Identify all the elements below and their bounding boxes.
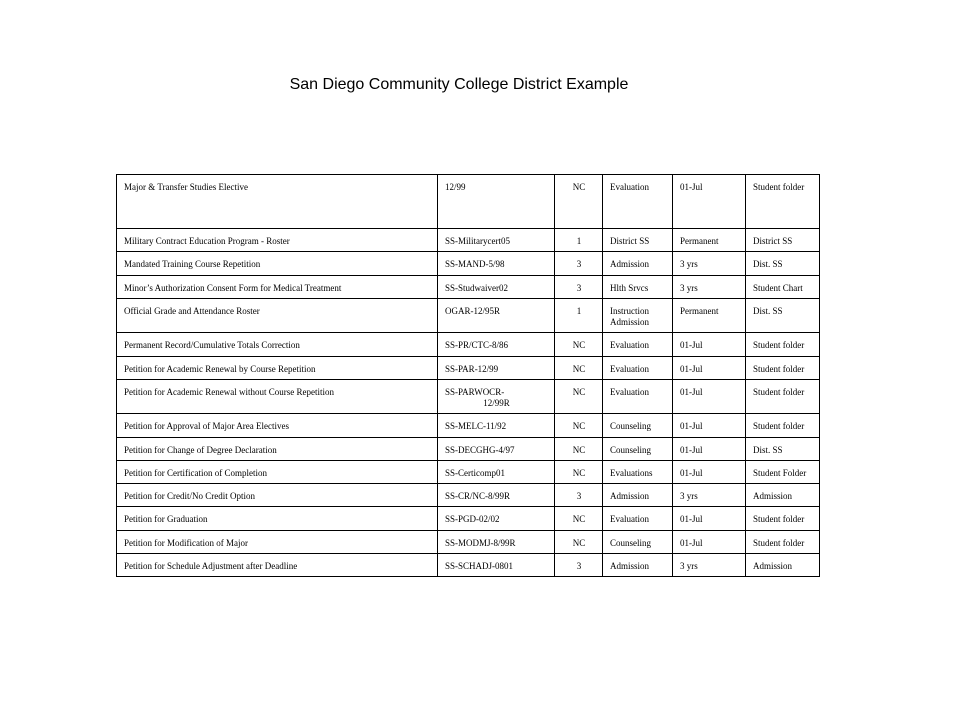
office-cell bbox=[603, 333, 673, 356]
location-cell bbox=[746, 333, 820, 356]
form-code: SS-MAND-5/98 bbox=[445, 259, 505, 270]
form-code: SS-PAR-12/99 bbox=[445, 363, 499, 374]
location-value: Student folder bbox=[753, 537, 805, 548]
office-value: Counseling bbox=[610, 421, 652, 432]
location-cell bbox=[746, 252, 820, 275]
form-code-cell bbox=[438, 437, 555, 460]
form-code: 12/99 bbox=[445, 182, 466, 192]
period-cell bbox=[673, 484, 746, 507]
form-name-cell bbox=[117, 414, 438, 437]
retention-cell bbox=[555, 530, 603, 553]
location-value: Dist. SS bbox=[753, 259, 783, 270]
form-name: Petition for Academic Renewal without Course Repetition bbox=[124, 386, 334, 397]
location-cell bbox=[746, 507, 820, 530]
form-name: Petition for Academic Renewal by Course Repetition bbox=[124, 363, 316, 374]
location-value: Student folder bbox=[753, 386, 805, 397]
table-row bbox=[117, 298, 820, 333]
office-value: Evaluation bbox=[610, 363, 649, 374]
location-value: Student folder bbox=[753, 514, 805, 525]
retention-value: NC bbox=[572, 363, 586, 374]
location-cell bbox=[746, 379, 820, 414]
table-row bbox=[117, 553, 820, 576]
table-row bbox=[117, 229, 820, 252]
form-code-cell bbox=[438, 252, 555, 275]
office-cell bbox=[603, 553, 673, 576]
form-name: Mandated Training Course Repetition bbox=[124, 259, 261, 270]
form-code-cell bbox=[438, 175, 555, 229]
retention-value: NC bbox=[572, 182, 586, 192]
form-name-cell bbox=[117, 252, 438, 275]
office-cell bbox=[603, 356, 673, 379]
form-name: Petition for Change of Degree Declaration bbox=[124, 444, 277, 455]
form-code-cell bbox=[438, 275, 555, 298]
location-value: Student folder bbox=[753, 363, 805, 374]
period-cell bbox=[673, 275, 746, 298]
form-name: Military Contract Education Program - Roster bbox=[124, 236, 290, 246]
form-code: SS-Studwaiver02 bbox=[445, 282, 508, 293]
records-table-body bbox=[117, 175, 820, 577]
retention-cell bbox=[555, 298, 603, 333]
form-code-cell bbox=[438, 356, 555, 379]
office-value: Hlth Srvcs bbox=[610, 282, 649, 293]
table-row bbox=[117, 507, 820, 530]
form-code: SS-CR/NC-8/99R bbox=[445, 491, 511, 501]
location-cell bbox=[746, 175, 820, 229]
form-name-cell bbox=[117, 379, 438, 414]
office-value: District SS bbox=[610, 236, 650, 246]
table-row bbox=[117, 414, 820, 437]
location-value: Student folder bbox=[753, 182, 805, 192]
form-code: SS-Certicomp01 bbox=[445, 467, 505, 478]
location-cell bbox=[746, 229, 820, 252]
form-code-cell bbox=[438, 530, 555, 553]
table-row bbox=[117, 379, 820, 414]
office-cell bbox=[603, 379, 673, 414]
period-cell bbox=[673, 175, 746, 229]
form-name-cell bbox=[117, 507, 438, 530]
retention-value: 1 bbox=[576, 236, 582, 246]
period-cell bbox=[673, 530, 746, 553]
table-row bbox=[117, 530, 820, 553]
table-row bbox=[117, 437, 820, 460]
retention-cell bbox=[555, 414, 603, 437]
retention-value: NC bbox=[572, 340, 586, 351]
table-row bbox=[117, 175, 820, 229]
office-cell bbox=[603, 460, 673, 483]
retention-cell bbox=[555, 229, 603, 252]
form-name: Permanent Record/Cumulative Totals Correction bbox=[124, 340, 300, 351]
retention-value: 3 bbox=[576, 491, 582, 501]
period-cell bbox=[673, 298, 746, 333]
form-name: Petition for Approval of Major Area Electives bbox=[124, 421, 289, 432]
retention-value: NC bbox=[572, 386, 586, 397]
retention-cell bbox=[555, 175, 603, 229]
period-value: 01-Jul bbox=[680, 363, 703, 374]
retention-value: 3 bbox=[576, 560, 582, 571]
period-value: 01-Jul bbox=[680, 340, 703, 351]
table-row bbox=[117, 333, 820, 356]
retention-cell bbox=[555, 252, 603, 275]
period-cell bbox=[673, 252, 746, 275]
office-cell bbox=[603, 437, 673, 460]
period-cell bbox=[673, 333, 746, 356]
office-value: Evaluation bbox=[610, 182, 649, 192]
form-code: SS-PARWOCR- bbox=[445, 386, 505, 397]
office-value: Counseling bbox=[610, 537, 652, 548]
retention-cell bbox=[555, 275, 603, 298]
form-code-cell bbox=[438, 414, 555, 437]
retention-cell bbox=[555, 356, 603, 379]
table-row bbox=[117, 356, 820, 379]
office-value: Admission bbox=[610, 560, 650, 571]
form-code-continued: 12/99R bbox=[483, 398, 510, 408]
records-table bbox=[116, 174, 820, 577]
period-cell bbox=[673, 437, 746, 460]
form-code: SS-PR/CTC-8/86 bbox=[445, 340, 509, 351]
period-cell bbox=[673, 414, 746, 437]
location-value: Student Folder bbox=[753, 467, 807, 478]
table-row bbox=[117, 460, 820, 483]
period-value: 01-Jul bbox=[680, 467, 703, 478]
location-cell bbox=[746, 275, 820, 298]
form-name-cell bbox=[117, 484, 438, 507]
retention-value: NC bbox=[572, 514, 586, 525]
period-cell bbox=[673, 229, 746, 252]
period-value: Permanent bbox=[680, 236, 719, 246]
location-cell bbox=[746, 553, 820, 576]
period-value: 01-Jul bbox=[680, 182, 703, 192]
period-value: 3 yrs bbox=[680, 491, 698, 501]
period-cell bbox=[673, 507, 746, 530]
office-cell bbox=[603, 507, 673, 530]
retention-value: 1 bbox=[576, 305, 582, 316]
period-value: 01-Jul bbox=[680, 444, 703, 455]
period-cell bbox=[673, 553, 746, 576]
period-value: Permanent bbox=[680, 305, 719, 316]
period-value: 3 yrs bbox=[680, 560, 698, 571]
retention-value: NC bbox=[572, 444, 586, 455]
form-name: Petition for Modification of Major bbox=[124, 537, 248, 548]
table-row bbox=[117, 252, 820, 275]
form-name-cell bbox=[117, 553, 438, 576]
location-cell bbox=[746, 460, 820, 483]
form-code-cell bbox=[438, 298, 555, 333]
office-cell bbox=[603, 530, 673, 553]
period-value: 01-Jul bbox=[680, 537, 703, 548]
office-value: Counseling bbox=[610, 444, 652, 455]
retention-cell bbox=[555, 379, 603, 414]
office-value-secondary: Admission bbox=[610, 317, 650, 327]
period-value: 3 yrs bbox=[680, 282, 698, 293]
form-code: OGAR-12/95R bbox=[445, 305, 501, 316]
form-name: Petition for Graduation bbox=[124, 514, 208, 525]
form-code-cell bbox=[438, 379, 555, 414]
retention-cell bbox=[555, 437, 603, 460]
form-name-cell bbox=[117, 437, 438, 460]
location-cell bbox=[746, 414, 820, 437]
form-name: Minor’s Authorization Consent Form for Medical Treatment bbox=[124, 282, 342, 293]
period-value: 01-Jul bbox=[680, 421, 703, 432]
form-code-cell bbox=[438, 460, 555, 483]
office-cell bbox=[603, 229, 673, 252]
table-row bbox=[117, 484, 820, 507]
table-row bbox=[117, 275, 820, 298]
form-code: SS-DECGHG-4/97 bbox=[445, 444, 515, 455]
location-cell bbox=[746, 437, 820, 460]
period-value: 3 yrs bbox=[680, 259, 698, 270]
retention-value: NC bbox=[572, 467, 586, 478]
office-cell bbox=[603, 252, 673, 275]
form-code-cell bbox=[438, 484, 555, 507]
form-name: Petition for Certification of Completion bbox=[124, 467, 267, 478]
location-value: District SS bbox=[753, 236, 793, 246]
office-cell bbox=[603, 484, 673, 507]
form-code: SS-SCHADJ-0801 bbox=[445, 560, 514, 571]
retention-cell bbox=[555, 460, 603, 483]
office-value: Admission bbox=[610, 259, 650, 270]
form-code: SS-PGD-02/02 bbox=[445, 514, 500, 525]
location-value: Admission bbox=[753, 560, 793, 571]
form-name: Petition for Credit/No Credit Option bbox=[124, 491, 255, 501]
location-value: Dist. SS bbox=[753, 305, 783, 316]
retention-value: NC bbox=[572, 421, 586, 432]
retention-value: 3 bbox=[576, 282, 582, 293]
retention-value: NC bbox=[572, 537, 586, 548]
period-cell bbox=[673, 356, 746, 379]
form-name-cell bbox=[117, 275, 438, 298]
location-value: Student folder bbox=[753, 421, 805, 432]
period-cell bbox=[673, 460, 746, 483]
form-name: Official Grade and Attendance Roster bbox=[124, 305, 260, 316]
form-name: Petition for Schedule Adjustment after Deadline bbox=[124, 560, 298, 571]
page-title: San Diego Community College District Example bbox=[289, 76, 629, 93]
office-value: Evaluations bbox=[610, 467, 653, 478]
retention-cell bbox=[555, 333, 603, 356]
form-name-cell bbox=[117, 229, 438, 252]
office-value: Admission bbox=[610, 491, 650, 501]
retention-value: 3 bbox=[576, 259, 582, 270]
location-cell bbox=[746, 356, 820, 379]
form-code: SS-Militarycert05 bbox=[445, 236, 510, 246]
form-name-cell bbox=[117, 356, 438, 379]
office-cell bbox=[603, 298, 673, 333]
location-value: Admission bbox=[753, 491, 793, 501]
location-cell bbox=[746, 298, 820, 333]
form-code-cell bbox=[438, 553, 555, 576]
form-code-cell bbox=[438, 229, 555, 252]
retention-cell bbox=[555, 507, 603, 530]
form-name-cell bbox=[117, 460, 438, 483]
office-cell bbox=[603, 175, 673, 229]
form-name-cell bbox=[117, 298, 438, 333]
retention-cell bbox=[555, 484, 603, 507]
form-name-cell bbox=[117, 333, 438, 356]
location-value: Student Chart bbox=[753, 282, 803, 293]
location-cell bbox=[746, 484, 820, 507]
location-value: Dist. SS bbox=[753, 444, 783, 455]
office-cell bbox=[603, 275, 673, 298]
form-code-cell bbox=[438, 507, 555, 530]
form-code: SS-MODMJ-8/99R bbox=[445, 537, 516, 548]
office-cell bbox=[603, 414, 673, 437]
form-name: Major & Transfer Studies Elective bbox=[124, 182, 248, 192]
location-value: Student folder bbox=[753, 340, 805, 351]
period-value: 01-Jul bbox=[680, 386, 703, 397]
form-code: SS-MELC-11/92 bbox=[445, 421, 507, 432]
period-cell bbox=[673, 379, 746, 414]
retention-cell bbox=[555, 553, 603, 576]
office-value: Instruction bbox=[610, 305, 649, 316]
form-name-cell bbox=[117, 530, 438, 553]
location-cell bbox=[746, 530, 820, 553]
form-code-cell bbox=[438, 333, 555, 356]
form-name-cell bbox=[117, 175, 438, 229]
office-value: Evaluation bbox=[610, 340, 649, 351]
office-value: Evaluation bbox=[610, 514, 649, 525]
office-value: Evaluation bbox=[610, 386, 649, 397]
period-value: 01-Jul bbox=[680, 514, 703, 525]
